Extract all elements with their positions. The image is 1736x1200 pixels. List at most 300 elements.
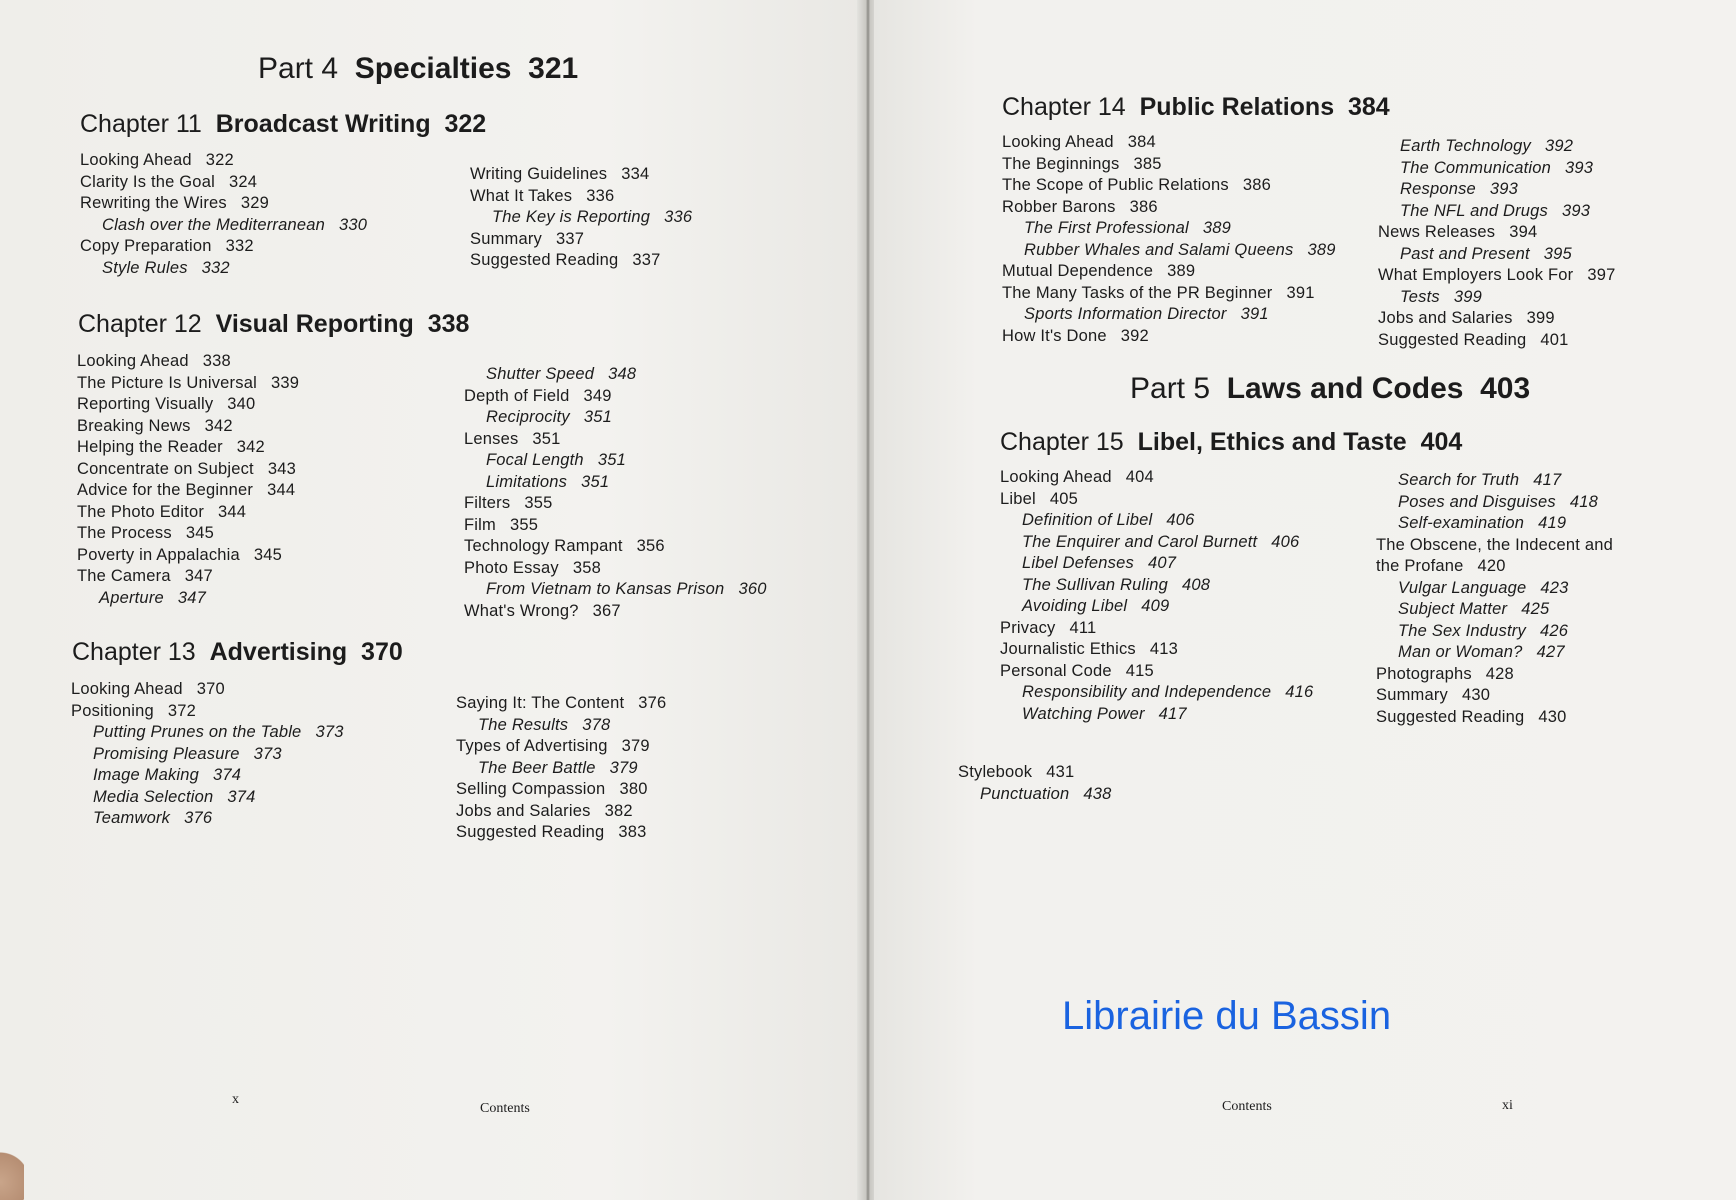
- toc-entry-page: 330: [338, 215, 368, 234]
- toc-entry-title: Watching Power: [1022, 704, 1145, 723]
- chapter-12-col-1: [77, 351, 299, 609]
- toc-entry: [1000, 489, 1313, 511]
- chapter-label: Chapter 14: [1002, 93, 1126, 121]
- toc-entry-page: 351: [581, 472, 610, 491]
- toc-entry-title: Media Selection: [93, 787, 214, 806]
- toc-entry-page: 334: [621, 165, 650, 183]
- toc-entry: [1002, 175, 1336, 197]
- toc-entry-title: Subject Matter: [1398, 600, 1508, 618]
- toc-entry: [1378, 244, 1615, 266]
- toc-entry: [1002, 240, 1336, 262]
- toc-entry-page: 338: [202, 352, 231, 370]
- toc-entry-title: Suggested Reading: [1376, 707, 1525, 726]
- toc-entry: [1376, 664, 1627, 686]
- toc-entry-page: 399: [1526, 309, 1555, 327]
- toc-entry: [464, 364, 767, 386]
- toc-entry-page: 395: [1543, 244, 1572, 263]
- toc-entry-title: Saying It: The Content: [456, 694, 625, 712]
- toc-entry-title: Avoiding Libel: [1022, 597, 1128, 615]
- toc-entry: [464, 579, 767, 601]
- toc-entry-page: 332: [201, 258, 230, 277]
- toc-entry-title: Earth Technology: [1400, 137, 1532, 155]
- watermark-text: Librairie du Bassin: [1062, 994, 1392, 1038]
- toc-entry-page: 430: [1538, 707, 1567, 726]
- toc-entry-title: The Key is Reporting: [492, 208, 651, 226]
- toc-entry-title: Filters: [464, 494, 511, 512]
- toc-entry-page: 372: [167, 701, 197, 720]
- toc-entry-title: Robber Barons: [1002, 197, 1116, 216]
- toc-entry: [80, 236, 367, 258]
- toc-entry-title: Jobs and Salaries: [1378, 309, 1513, 327]
- toc-entry-page: 374: [227, 787, 256, 806]
- toc-entry-title: The Process: [77, 524, 172, 542]
- page-folio-right: xi: [1502, 1098, 1513, 1113]
- toc-entry-title: Libel Defenses: [1022, 554, 1134, 572]
- toc-entry-page: 391: [1240, 305, 1269, 323]
- toc-entry: [80, 215, 367, 237]
- toc-entry-page: 392: [1545, 137, 1574, 155]
- toc-entry: [464, 386, 767, 408]
- toc-entry: [1376, 642, 1627, 664]
- footer-contents-left: Contents: [480, 1101, 530, 1116]
- toc-entry-title: The Scope of Public Relations: [1002, 176, 1229, 194]
- toc-entry-page: 430: [1462, 686, 1491, 704]
- toc-entry: [1000, 596, 1313, 618]
- footer-contents-right: Contents: [1222, 1099, 1272, 1114]
- toc-entry-page: 370: [196, 680, 225, 698]
- toc-entry-page: 343: [267, 459, 296, 478]
- toc-entry: [1376, 470, 1627, 492]
- toc-entry-title: Jobs and Salaries: [456, 801, 591, 820]
- part-label: Part 4: [258, 52, 339, 85]
- toc-entry-page: 340: [227, 395, 256, 413]
- chapter-13-col-2: [456, 693, 666, 844]
- toc-entry-title: Looking Ahead: [1002, 133, 1114, 151]
- toc-entry-page: 409: [1141, 597, 1170, 615]
- chapter-14-col-1: [1002, 132, 1336, 347]
- toc-entry-title: Personal Code: [1000, 661, 1112, 680]
- toc-entry-title: The Communication: [1400, 158, 1552, 177]
- toc-entry-page: 345: [185, 524, 214, 542]
- toc-entry-page: 336: [586, 186, 615, 205]
- chapter-12-title: [78, 310, 469, 339]
- toc-entry-title: Promising Pleasure: [93, 744, 240, 763]
- chapter-11-col-2: [470, 164, 692, 272]
- thumb-edge: [0, 1140, 24, 1200]
- toc-entry-title: Reporting Visually: [77, 395, 214, 413]
- toc-entry: [464, 536, 767, 558]
- toc-entry-title: Image Making: [93, 766, 200, 784]
- back-matter-list: [958, 762, 1112, 805]
- chapter-page: 322: [444, 110, 487, 138]
- toc-entry-page: 386: [1129, 197, 1158, 216]
- toc-entry-title: Libel: [1000, 489, 1036, 508]
- toc-entry-page: 415: [1125, 661, 1154, 680]
- toc-entry-page: 404: [1125, 468, 1154, 486]
- part-label: Part 5: [1130, 372, 1211, 405]
- toc-entry-page: 391: [1286, 283, 1315, 302]
- toc-entry-title: Stylebook: [958, 763, 1033, 781]
- chapter-11-title: [80, 110, 486, 139]
- chapter-name: Advertising: [209, 638, 348, 666]
- toc-entry-page: 408: [1181, 575, 1211, 594]
- toc-entry-title: Rubber Whales and Salami Queens: [1024, 240, 1294, 259]
- toc-entry: [80, 258, 367, 280]
- toc-entry-title: Advice for the Beginner: [77, 481, 254, 499]
- toc-entry: [1000, 510, 1313, 532]
- toc-entry-title: Aperture: [99, 588, 164, 607]
- part-4-title: [258, 52, 578, 86]
- toc-entry-page: 393: [1565, 158, 1594, 177]
- chapter-11-col-1: [80, 150, 367, 279]
- chapter-label: Chapter 15: [1000, 428, 1124, 456]
- toc-entry-title: Looking Ahead: [77, 352, 189, 370]
- toc-entry: [1000, 618, 1313, 640]
- toc-entry-title: The Obscene, the Indecent and: [1376, 535, 1613, 554]
- toc-entry: [80, 193, 367, 215]
- toc-entry-page: 374: [213, 766, 242, 784]
- toc-entry-page: 339: [270, 373, 300, 392]
- toc-entry-title: Sports Information Director: [1024, 305, 1227, 323]
- toc-entry-page: 342: [204, 416, 233, 435]
- toc-entry: [470, 207, 692, 229]
- toc-entry: [77, 523, 299, 545]
- toc-entry-page: 382: [604, 801, 633, 820]
- toc-entry-title: The Picture Is Universal: [77, 373, 257, 392]
- toc-entry-page: 401: [1540, 330, 1569, 349]
- toc-entry-page: 337: [556, 229, 585, 248]
- toc-entry-title: Technology Rampant: [464, 537, 623, 555]
- toc-entry-page: 428: [1485, 664, 1514, 683]
- toc-entry-title: Search for Truth: [1398, 471, 1520, 489]
- toc-entry: [80, 172, 367, 194]
- toc-entry-page: 376: [638, 694, 667, 712]
- toc-entry-page: 332: [225, 237, 254, 255]
- toc-entry-page: 399: [1453, 287, 1482, 306]
- toc-entry: [1376, 621, 1627, 643]
- toc-entry-title: The Results: [478, 715, 569, 734]
- chapter-label: Chapter 12: [78, 310, 202, 338]
- chapter-name: Visual Reporting: [215, 310, 414, 338]
- toc-entry: [1002, 132, 1336, 154]
- toc-entry-page: 380: [619, 780, 648, 798]
- chapter-page: 384: [1348, 93, 1390, 121]
- toc-entry: [1000, 553, 1313, 575]
- toc-entry: [1376, 685, 1627, 707]
- toc-entry-title: Clarity Is the Goal: [80, 172, 215, 191]
- toc-entry-page: 406: [1166, 511, 1195, 529]
- toc-entry-title: The Sullivan Ruling: [1022, 575, 1168, 594]
- chapter-14-col-2: [1378, 136, 1615, 351]
- toc-entry: [470, 250, 692, 272]
- toc-entry: [1378, 265, 1615, 287]
- toc-entry-title: Selling Compassion: [456, 780, 606, 798]
- toc-entry-title: How It's Done: [1002, 326, 1107, 345]
- toc-entry: [456, 693, 666, 715]
- toc-entry-title: The Camera: [77, 567, 171, 585]
- toc-entry-page: 413: [1149, 640, 1178, 658]
- toc-entry: [1000, 575, 1313, 597]
- toc-entry-title: Journalistic Ethics: [1000, 640, 1136, 658]
- toc-entry-title: What's Wrong?: [464, 601, 579, 620]
- toc-entry: [71, 765, 344, 787]
- part-page: 321: [528, 52, 579, 85]
- toc-entry-page: 355: [524, 494, 553, 512]
- toc-entry-title: Self-examination: [1398, 514, 1525, 532]
- toc-entry: [1376, 578, 1627, 600]
- toc-entry: [1376, 707, 1627, 729]
- toc-entry-title: Looking Ahead: [71, 680, 183, 698]
- toc-entry: [1000, 532, 1313, 554]
- toc-entry-page: 373: [253, 744, 282, 763]
- toc-entry: [77, 416, 299, 438]
- toc-entry: [1002, 197, 1336, 219]
- toc-entry-title: Writing Guidelines: [470, 165, 608, 183]
- toc-entry: [464, 450, 767, 472]
- toc-entry-page: 345: [253, 545, 283, 564]
- toc-entry-title: Vulgar Language: [1398, 578, 1527, 597]
- toc-entry: [456, 779, 666, 801]
- toc-entry: [1376, 513, 1627, 535]
- toc-entry: [1002, 261, 1336, 283]
- toc-entry-page: 336: [664, 208, 693, 226]
- toc-entry-page: 378: [582, 715, 611, 734]
- toc-entry-page: 384: [1127, 133, 1156, 151]
- toc-entry-title: Poses and Disguises: [1398, 492, 1556, 511]
- chapter-label: Chapter 13: [72, 638, 196, 666]
- chapter-15-title: [1000, 428, 1462, 457]
- toc-entry-title: The Photo Editor: [77, 502, 205, 521]
- toc-entry-page: 367: [592, 601, 621, 620]
- toc-entry-page: 322: [205, 151, 234, 169]
- toc-entry-title: Shutter Speed: [486, 365, 595, 383]
- toc-entry: [456, 758, 666, 780]
- toc-entry: [1376, 599, 1627, 621]
- toc-entry-page: 337: [632, 251, 661, 269]
- toc-entry-title: Focal Length: [486, 451, 584, 469]
- toc-entry-title: Limitations: [486, 472, 568, 491]
- toc-entry-page: 347: [177, 588, 207, 607]
- toc-entry-page: 397: [1587, 266, 1616, 284]
- toc-entry-title: Tests: [1400, 287, 1440, 306]
- toc-entry-page: 344: [267, 481, 296, 499]
- toc-entry-title: Copy Preparation: [80, 237, 212, 255]
- toc-entry-page: 348: [608, 365, 637, 383]
- toc-entry: [1376, 535, 1627, 557]
- toc-entry: [456, 822, 666, 844]
- toc-entry-title: Lenses: [464, 429, 519, 448]
- toc-entry-page: 406: [1271, 532, 1300, 551]
- toc-entry-title: Putting Prunes on the Table: [93, 723, 302, 741]
- toc-entry-page: 379: [621, 737, 650, 755]
- toc-entry: [464, 407, 767, 429]
- toc-entry-title: Reciprocity: [486, 408, 570, 426]
- chapter-page: 338: [427, 310, 470, 338]
- toc-entry-page: 389: [1307, 240, 1336, 259]
- toc-entry: [77, 373, 299, 395]
- toc-entry: [1376, 556, 1627, 578]
- toc-entry-page: 379: [609, 758, 638, 777]
- toc-entry: [80, 150, 367, 172]
- toc-entry-title: Style Rules: [102, 258, 188, 277]
- toc-entry: [1378, 201, 1615, 223]
- toc-entry-page: 360: [738, 580, 767, 598]
- toc-entry: [1378, 158, 1615, 180]
- toc-entry-page: 405: [1049, 489, 1079, 508]
- toc-entry: [1002, 283, 1336, 305]
- chapter-14-title: [1002, 93, 1390, 122]
- chapter-page: 370: [361, 638, 403, 666]
- toc-entry: [1378, 287, 1615, 309]
- toc-entry-title: Summary: [1376, 686, 1448, 704]
- toc-entry-title: Definition of Libel: [1022, 511, 1153, 529]
- toc-entry-title: Suggested Reading: [470, 251, 619, 269]
- toc-entry: [77, 566, 299, 588]
- toc-entry-title: Types of Advertising: [456, 737, 608, 755]
- chapter-name: Libel, Ethics and Taste: [1137, 428, 1407, 456]
- toc-entry-page: 416: [1285, 683, 1314, 701]
- toc-entry: [71, 722, 344, 744]
- chapter-13-title: [72, 638, 403, 667]
- chapter-name: Public Relations: [1139, 93, 1335, 121]
- toc-entry: [958, 762, 1112, 784]
- toc-entry-page: 426: [1539, 621, 1569, 640]
- chapter-15-col-2: [1376, 470, 1627, 728]
- toc-entry-title: Teamwork: [93, 809, 171, 827]
- toc-entry: [464, 515, 767, 537]
- toc-entry-page: 425: [1521, 600, 1550, 618]
- toc-entry: [77, 459, 299, 481]
- toc-entry: [77, 502, 299, 524]
- toc-entry-page: 355: [509, 515, 539, 534]
- toc-entry: [470, 164, 692, 186]
- toc-entry-page: 419: [1538, 514, 1567, 532]
- toc-entry: [464, 601, 767, 623]
- toc-entry: [1000, 639, 1313, 661]
- toc-entry: [456, 715, 666, 737]
- toc-entry-title: Depth of Field: [464, 386, 570, 405]
- toc-entry-title: The First Professional: [1024, 219, 1189, 237]
- toc-entry-page: 423: [1540, 578, 1569, 597]
- toc-entry-title: Mutual Dependence: [1002, 262, 1154, 280]
- toc-entry: [470, 229, 692, 251]
- toc-entry: [77, 351, 299, 373]
- toc-entry-title: The Beer Battle: [478, 758, 596, 777]
- toc-entry-page: 351: [597, 451, 626, 469]
- toc-entry-title: The Sex Industry: [1398, 621, 1526, 640]
- toc-entry: [1378, 222, 1615, 244]
- toc-entry: [1002, 304, 1336, 326]
- toc-entry-page: 385: [1133, 154, 1162, 173]
- toc-entry: [1000, 661, 1313, 683]
- toc-entry-title: The Enquirer and Carol Burnett: [1022, 532, 1258, 551]
- toc-entry-page: 407: [1147, 554, 1177, 572]
- toc-entry-title: Punctuation: [980, 784, 1070, 803]
- toc-entry: [1378, 136, 1615, 158]
- toc-entry-page: 349: [583, 386, 612, 405]
- toc-entry-title: From Vietnam to Kansas Prison: [486, 580, 725, 598]
- toc-entry-page: 329: [240, 194, 269, 212]
- toc-entry-title: Privacy: [1000, 618, 1056, 637]
- toc-entry-title: Looking Ahead: [1000, 468, 1112, 486]
- toc-entry-title: Suggested Reading: [456, 823, 605, 841]
- toc-entry-page: 394: [1509, 223, 1538, 241]
- toc-entry-title: Suggested Reading: [1378, 330, 1527, 349]
- toc-entry-page: 351: [583, 408, 612, 426]
- toc-entry: [77, 480, 299, 502]
- toc-entry-page: 344: [218, 502, 247, 521]
- toc-entry: [71, 679, 344, 701]
- toc-entry-page: 393: [1489, 180, 1519, 198]
- toc-entry-title: Rewriting the Wires: [80, 194, 227, 212]
- toc-entry: [464, 472, 767, 494]
- toc-entry-title: What Employers Look For: [1378, 266, 1574, 284]
- toc-entry-page: 418: [1569, 492, 1599, 511]
- toc-entry: [71, 744, 344, 766]
- toc-entry-page: 347: [184, 567, 213, 585]
- part-name: Laws and Codes: [1226, 372, 1464, 405]
- toc-entry-title: The Beginnings: [1002, 154, 1120, 173]
- toc-entry: [464, 429, 767, 451]
- toc-entry-title: Concentrate on Subject: [77, 459, 254, 478]
- toc-entry: [77, 394, 299, 416]
- toc-entry: [1000, 704, 1313, 726]
- toc-entry: [77, 545, 299, 567]
- toc-entry-page: 358: [572, 558, 601, 577]
- toc-entry-title: The Many Tasks of the PR Beginner: [1002, 283, 1273, 302]
- toc-entry: [1378, 179, 1615, 201]
- toc-entry-title: News Releases: [1378, 223, 1496, 241]
- toc-entry-title: Poverty in Appalachia: [77, 545, 240, 564]
- toc-entry-title: Response: [1400, 180, 1476, 198]
- chapter-15-col-1: [1000, 467, 1313, 725]
- toc-entry-page: 356: [636, 537, 665, 555]
- toc-entry-page: 376: [184, 809, 213, 827]
- chapter-page: 404: [1420, 428, 1463, 456]
- toc-entry-title: Responsibility and Independence: [1022, 683, 1272, 701]
- toc-entry-page: 393: [1562, 201, 1591, 220]
- toc-entry-title: Photographs: [1376, 664, 1472, 683]
- toc-entry-page: 431: [1046, 763, 1075, 781]
- toc-entry-title: The NFL and Drugs: [1400, 201, 1549, 220]
- toc-entry-title: What It Takes: [470, 186, 573, 205]
- toc-entry: [71, 701, 344, 723]
- toc-entry-page: 420: [1477, 557, 1506, 575]
- chapter-name: Broadcast Writing: [215, 110, 431, 138]
- toc-entry-page: 342: [236, 438, 265, 456]
- toc-entry-page: 427: [1536, 643, 1565, 661]
- toc-entry-page: 386: [1242, 176, 1271, 194]
- toc-entry-page: 351: [532, 429, 561, 448]
- toc-entry: [77, 588, 299, 610]
- toc-entry: [1378, 330, 1615, 352]
- toc-entry: [958, 784, 1112, 806]
- toc-entry-title: the Profane: [1376, 557, 1464, 575]
- page-folio-left: x: [232, 1092, 239, 1107]
- toc-entry-page: 417: [1533, 471, 1562, 489]
- toc-entry-title: Helping the Reader: [77, 438, 223, 456]
- toc-entry-page: 392: [1120, 326, 1149, 345]
- toc-entry: [1378, 308, 1615, 330]
- toc-entry: [1000, 467, 1313, 489]
- toc-entry: [456, 736, 666, 758]
- toc-entry-page: 389: [1167, 262, 1196, 280]
- toc-entry: [1002, 218, 1336, 240]
- toc-entry: [456, 801, 666, 823]
- toc-entry-title: Past and Present: [1400, 244, 1530, 263]
- toc-entry-title: Looking Ahead: [80, 151, 192, 169]
- toc-entry: [470, 186, 692, 208]
